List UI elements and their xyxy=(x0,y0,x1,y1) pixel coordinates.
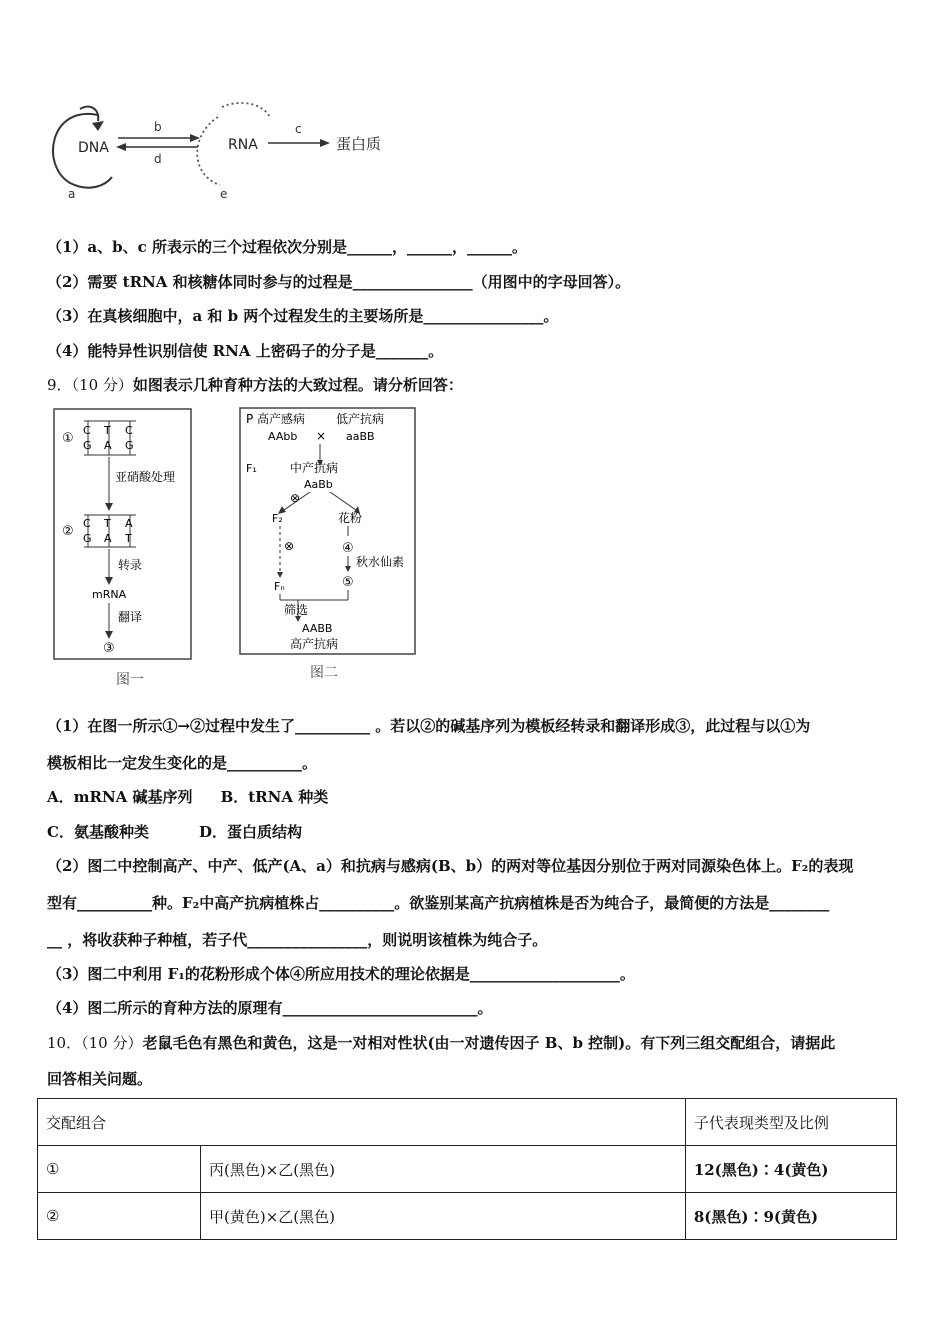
fig1-marker-3: ③ xyxy=(103,641,115,656)
fig1-base: T xyxy=(125,532,132,545)
fig1-base: A xyxy=(125,517,133,530)
central-dogma-diagram xyxy=(40,95,400,205)
q10-stem-line1 xyxy=(47,1032,835,1053)
fig2-marker-4: ④ xyxy=(342,541,354,556)
q10-stem-line2: 回答相关问题。 xyxy=(47,1070,153,1088)
fig2-result-pheno: 高产抗病 xyxy=(290,637,339,651)
q9-sub4: （4）图二所示的育种方法的原理有__________________________。 xyxy=(47,999,493,1017)
row-cross: 丙(黑色)×乙(黑色) xyxy=(201,1146,686,1193)
fig2-cross: × xyxy=(316,429,327,443)
fig1-base: G xyxy=(125,439,134,452)
q8-item-2: （2）需要 tRNA 和核糖体同时参与的过程是________________（用图中的字母回答）。 xyxy=(47,273,631,291)
q8-item-3: （3）在真核细胞中，a 和 b 两个过程发生的主要场所是________________。 xyxy=(47,307,559,325)
label-e: e xyxy=(220,187,228,201)
label-b: b xyxy=(154,120,162,134)
fig2-pollen: 花粉 xyxy=(338,511,363,525)
fig2-p-label: P 高产感病 xyxy=(246,412,306,426)
fig2-f1: F₁ xyxy=(246,462,257,475)
protein-label: 蛋白质 xyxy=(336,135,382,153)
fig1-mrna: mRNA xyxy=(92,588,127,601)
option-d: D．蛋白质结构 xyxy=(198,823,302,841)
fig1-base: T xyxy=(104,424,111,437)
fig2-self-1: ⊗ xyxy=(290,491,301,505)
fig1-caption: 图一 xyxy=(116,672,144,688)
row-result: 12(黑色)∶4(黄色) xyxy=(685,1146,896,1193)
q9-stem: 如图表示几种育种方法的大致过程。请分析回答： xyxy=(132,376,463,394)
fig1-base: G xyxy=(83,439,92,452)
q10-number: 10．（10 分） xyxy=(47,1034,143,1052)
fig1-base: C xyxy=(125,424,133,437)
label-c: c xyxy=(295,122,302,136)
option-c: C．氨基酸种类 xyxy=(47,823,149,841)
fig2-result-geno: AABB xyxy=(302,622,333,635)
fig1-base: T xyxy=(104,517,111,530)
fig2-marker-5: ⑤ xyxy=(342,575,354,590)
option-a: A．mRNA 碱基序列 xyxy=(47,788,193,806)
option-b: B．tRNA 种类 xyxy=(220,788,329,806)
fig1-transcription: 转录 xyxy=(118,558,143,572)
table-row xyxy=(38,1146,897,1193)
fig2-select: 筛选 xyxy=(284,603,309,617)
table-row xyxy=(38,1193,897,1240)
fig1-base: C xyxy=(83,517,91,530)
fig1-base: A xyxy=(104,439,112,452)
q9-options-row1 xyxy=(47,786,328,807)
q9-options-row2 xyxy=(47,821,302,842)
fig2-fn: Fₙ xyxy=(274,580,285,593)
table-row xyxy=(38,1099,897,1146)
q8-item-4: （4）能特异性识别信使 RNA 上密码子的分子是_______。 xyxy=(47,342,444,360)
q10-stem: 老鼠毛色有黑色和黄色，这是一对相对性状(由一对遗传因子 B、b 控制)。有下列三组交配组合，请据此 xyxy=(142,1034,836,1052)
fig2-self-2: ⊗ xyxy=(284,539,295,553)
fig1-marker-2: ② xyxy=(62,524,74,539)
fig2-p-left-geno: AAbb xyxy=(268,430,298,443)
fig2-f1-geno: AaBb xyxy=(304,478,333,491)
header-cross: 交配组合 xyxy=(38,1099,686,1146)
cross-table xyxy=(37,1098,897,1240)
label-a: a xyxy=(68,187,76,201)
row-cross: 甲(黄色)×乙(黑色) xyxy=(201,1193,686,1240)
figure-2 xyxy=(238,406,423,688)
q9-number: 9．（10 分） xyxy=(47,376,133,394)
fig1-translation: 翻译 xyxy=(118,610,143,624)
fig2-p-right: 低产抗病 xyxy=(336,412,385,426)
q9-sub3: （3）图二中利用 F₁的花粉形成个体④所应用技术的理论依据是____________________。 xyxy=(47,965,635,983)
fig2-p-right-geno: aaBB xyxy=(346,430,375,443)
row-id: ② xyxy=(38,1193,201,1240)
q9-sub2-line3: __ ，将收获种子种植，若子代________________，则说明该植株为纯合子。 xyxy=(47,931,548,949)
fig1-base: G xyxy=(83,532,92,545)
label-d: d xyxy=(154,152,162,166)
fig2-colchicine: 秋水仙素 xyxy=(356,555,405,569)
q9-sub2-line2: 型有__________种。F₂中高产抗病植株占__________。欲鉴别某高产抗病植株是否为纯合子，最简便的方法是________ xyxy=(47,894,830,912)
q9-sub2-line1: （2）图二中控制高产、中产、低产(A、a）和抗病与感病(B、b）的两对等位基因分别位于两对同源染色体上。F₂的表现 xyxy=(47,857,854,875)
fig2-f1-pheno: 中产抗病 xyxy=(290,461,339,475)
header-result: 子代表现类型及比例 xyxy=(685,1099,896,1146)
fig2-caption: 图二 xyxy=(310,665,338,681)
q8-item-1: （1）a、b、c 所表示的三个过程依次分别是______，______，______。 xyxy=(47,238,528,256)
fig1-marker-1: ① xyxy=(62,431,74,446)
q9-sub1-line1: （1）在图一所示①→②过程中发生了__________ 。若以②的碱基序列为模板经转录和翻译形成③，此过程与以①为 xyxy=(47,717,811,735)
fig2-f2: F₂ xyxy=(272,512,283,525)
q9-heading xyxy=(47,374,463,395)
fig1-treatment: 亚硝酸处理 xyxy=(115,470,176,484)
row-result: 8(黑色)∶9(黄色) xyxy=(685,1193,896,1240)
fig1-base: A xyxy=(104,532,112,545)
fig1-base: C xyxy=(83,424,91,437)
q9-sub1-line2: 模板相比一定发生变化的是__________。 xyxy=(47,754,318,772)
figure-1 xyxy=(52,407,197,697)
row-id: ① xyxy=(38,1146,201,1193)
dna-label: DNA xyxy=(78,140,109,156)
rna-label: RNA xyxy=(228,137,258,153)
